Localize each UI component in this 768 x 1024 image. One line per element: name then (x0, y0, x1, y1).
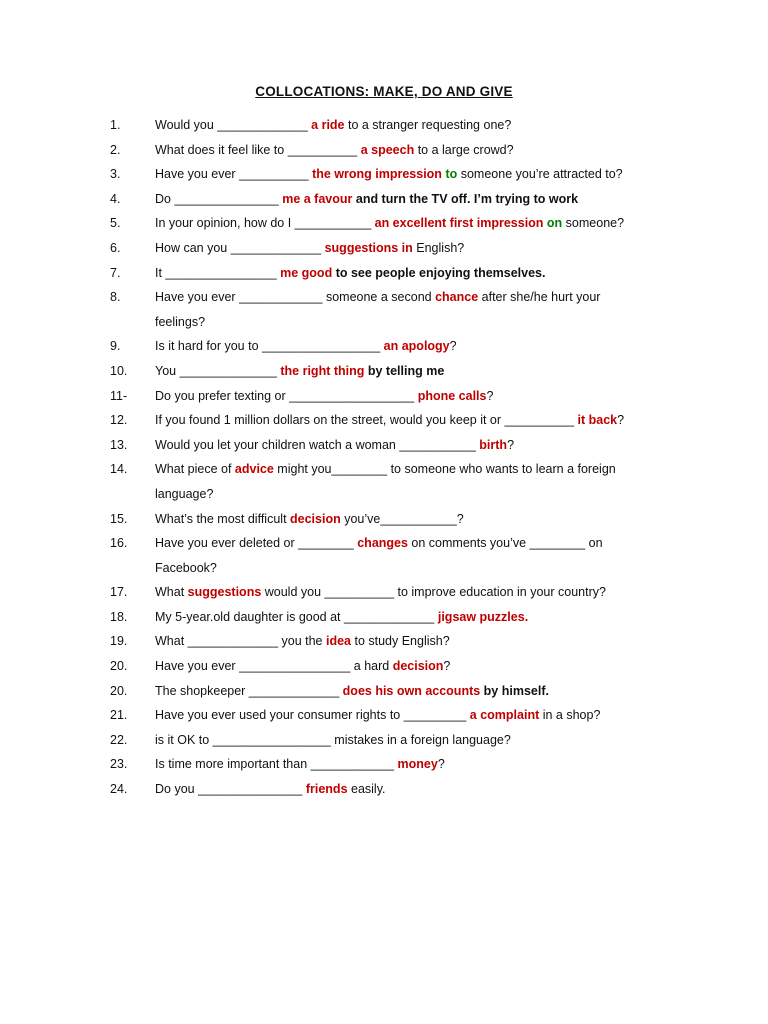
question-text (155, 556, 217, 581)
question-text-segment: If you found 1 million dollars on the street, would you keep it or __________ (155, 413, 578, 428)
question-text-segment: ? (437, 757, 445, 772)
question-item (0, 162, 768, 187)
question-text (155, 580, 606, 605)
question-item (0, 654, 768, 679)
question-text-segment: you’ve___________? (340, 511, 464, 526)
question-text-bold: and turn the TV off. I’m trying to work (352, 191, 579, 206)
question-text (155, 728, 511, 753)
question-text (155, 777, 386, 802)
question-text-segment: Facebook? (155, 560, 217, 575)
question-item (0, 629, 768, 654)
question-item (0, 777, 768, 802)
answer-collocation: does his own accounts (342, 683, 481, 698)
question-number: 9. (110, 339, 121, 354)
question-text-segment: What’s the most difficult (155, 511, 291, 526)
question-number: 21. (110, 708, 128, 723)
question-text-segment: would you __________ to improve education in your country? (261, 585, 606, 600)
question-number: 10. (110, 363, 128, 378)
question-text-segment: Would you _____________ (155, 118, 312, 132)
question-text (155, 433, 514, 458)
answer-collocation: friends (305, 782, 348, 797)
question-number: 19. (110, 634, 128, 649)
question-item (0, 605, 768, 630)
question-continuation (0, 310, 768, 335)
question-item (0, 138, 768, 163)
answer-collocation: phone calls (417, 388, 487, 403)
question-text (155, 162, 623, 187)
question-number: 1. (110, 118, 121, 132)
question-text (155, 261, 545, 286)
question-number: 22. (110, 732, 128, 747)
question-text-segment: might you________ to someone who wants to learn a foreign (273, 462, 616, 477)
question-text-bold: by telling me (364, 363, 445, 378)
question-text (155, 703, 600, 728)
question-text-segment: Do _______________ (155, 191, 283, 206)
answer-collocation: suggestions in (324, 240, 413, 255)
answer-collocation: decision (392, 659, 444, 674)
question-number: 4. (110, 191, 121, 206)
question-text (155, 310, 205, 335)
question-number: 8. (110, 290, 121, 305)
question-item (0, 531, 768, 556)
answer-collocation: advice (234, 462, 274, 477)
question-item (0, 285, 768, 310)
question-text (155, 654, 450, 679)
question-text (155, 408, 624, 433)
question-number: 7. (110, 265, 121, 280)
answer-collocation: changes (357, 536, 408, 551)
question-text-segment: on comments you’ve ________ on (407, 536, 603, 551)
question-number: 13. (110, 437, 128, 452)
question-number: 16. (110, 536, 128, 551)
question-text-segment: Have you ever __________ (155, 167, 313, 182)
answer-collocation: decision (290, 511, 341, 526)
question-text-segment: to a large crowd? (414, 142, 514, 157)
question-number: 12. (110, 413, 128, 428)
question-text (155, 531, 603, 556)
question-number: 5. (110, 216, 121, 231)
question-text-bold: to see people enjoying themselves. (332, 265, 546, 280)
question-list (0, 113, 768, 802)
question-item (0, 236, 768, 261)
question-number: 2. (110, 142, 121, 157)
question-text (155, 605, 528, 630)
question-text-segment: Do you _______________ (155, 782, 306, 797)
question-text-segment: to a stranger requesting one? (344, 118, 512, 132)
answer-collocation: suggestions (187, 585, 262, 600)
answer-collocation: a speech (360, 142, 415, 157)
question-text-segment: It ________________ (155, 265, 281, 280)
answer-collocation: a complaint (469, 708, 540, 723)
question-text-segment: ? (443, 659, 451, 674)
question-item (0, 408, 768, 433)
question-text-segment: ? (486, 388, 494, 403)
question-text-segment: Would you let your children watch a woman ___________ (155, 437, 480, 452)
question-text (155, 211, 624, 236)
answer-collocation: the wrong impression (312, 167, 442, 182)
question-text-segment: Is it hard for you to _________________ (155, 339, 384, 354)
question-item (0, 752, 768, 777)
question-text-segment: language? (155, 486, 214, 501)
question-text-segment: is it OK to _________________ mistakes in a foreign language? (155, 732, 511, 747)
preposition-highlight: to (445, 167, 458, 182)
question-text (155, 482, 213, 507)
question-number: 20. (110, 659, 128, 674)
question-text-segment: Is time more important than ____________ (155, 757, 398, 772)
question-text-segment: You ______________ (155, 363, 281, 378)
answer-collocation: it back (577, 413, 618, 428)
question-text (155, 679, 549, 704)
answer-collocation: a ride (311, 118, 345, 132)
question-number: 6. (110, 240, 121, 255)
question-text-segment: in a shop? (539, 708, 601, 723)
answer-collocation: money (397, 757, 438, 772)
question-text-segment: The shopkeeper _____________ (155, 683, 343, 698)
question-text-segment: Have you ever used your consumer rights to _________ (155, 708, 470, 723)
question-number: 11- (110, 388, 128, 403)
question-text-segment: feelings? (155, 314, 206, 329)
question-text (155, 285, 600, 310)
question-text-segment: easily. (347, 782, 386, 797)
question-text-segment: English? (412, 240, 465, 255)
question-text-segment: My 5-year.old daughter is good at _____________ (155, 609, 438, 624)
question-item (0, 359, 768, 384)
question-text (155, 629, 450, 654)
question-item (0, 211, 768, 236)
question-text (155, 384, 493, 409)
question-item (0, 679, 768, 704)
preposition-highlight: on (546, 216, 563, 231)
question-text-segment: to study English? (351, 634, 450, 649)
question-text (155, 752, 445, 777)
question-text-segment: Have you ever ________________ a hard (155, 659, 393, 674)
answer-collocation: the right thing (280, 363, 365, 378)
question-text (155, 113, 511, 138)
question-text (155, 457, 616, 482)
question-item (0, 384, 768, 409)
question-text-segment: What piece of (155, 462, 235, 477)
question-continuation (0, 482, 768, 507)
question-text-segment: ? (507, 437, 515, 452)
answer-collocation: jigsaw puzzles. (437, 609, 529, 624)
question-text-segment: someone you’re attracted to? (457, 167, 623, 182)
question-continuation (0, 556, 768, 581)
question-text-segment: Have you ever ____________ someone a second (155, 290, 436, 305)
question-text (155, 236, 464, 261)
question-item (0, 261, 768, 286)
question-text-segment: someone? (562, 216, 625, 231)
question-text-bold: by himself. (480, 683, 549, 698)
question-text (155, 138, 514, 163)
question-text-segment: Do you prefer texting or __________________ (155, 388, 418, 403)
question-text-segment: Have you ever deleted or ________ (155, 536, 358, 551)
question-number: 20. (110, 683, 128, 698)
question-number: 23. (110, 757, 128, 772)
question-number: 3. (110, 167, 121, 182)
question-text (155, 507, 464, 532)
question-number: 17. (110, 585, 128, 600)
question-text-segment: What does it feel like to __________ (155, 142, 361, 157)
question-item (0, 703, 768, 728)
question-item (0, 113, 768, 138)
question-number: 18. (110, 609, 128, 624)
question-number: 15. (110, 511, 128, 526)
question-text (155, 359, 444, 384)
question-item (0, 433, 768, 458)
answer-collocation: chance (435, 290, 479, 305)
question-item (0, 507, 768, 532)
answer-collocation: me a favour (282, 191, 353, 206)
question-item (0, 334, 768, 359)
question-text (155, 187, 578, 212)
answer-collocation: idea (325, 634, 351, 649)
question-text-segment: after she/he hurt your (478, 290, 601, 305)
question-number: 24. (110, 782, 128, 797)
question-item (0, 580, 768, 605)
question-text-segment: How can you _____________ (155, 240, 325, 255)
answer-collocation: birth (479, 437, 508, 452)
question-item (0, 728, 768, 753)
answer-collocation: an excellent first impression (374, 216, 544, 231)
question-text-segment: What (155, 585, 188, 600)
question-item (0, 187, 768, 212)
page-title: COLLOCATIONS: MAKE, DO AND GIVE (255, 84, 513, 99)
question-text (155, 334, 457, 359)
question-text-segment: ? (617, 413, 625, 428)
question-item (0, 457, 768, 482)
question-number: 14. (110, 462, 128, 477)
question-text-segment: In your opinion, how do I ___________ (155, 216, 375, 231)
answer-collocation: me good (280, 265, 333, 280)
answer-collocation: an apology (383, 339, 450, 354)
question-text-segment: ? (449, 339, 457, 354)
question-text-segment: What _____________ you the (155, 634, 326, 649)
